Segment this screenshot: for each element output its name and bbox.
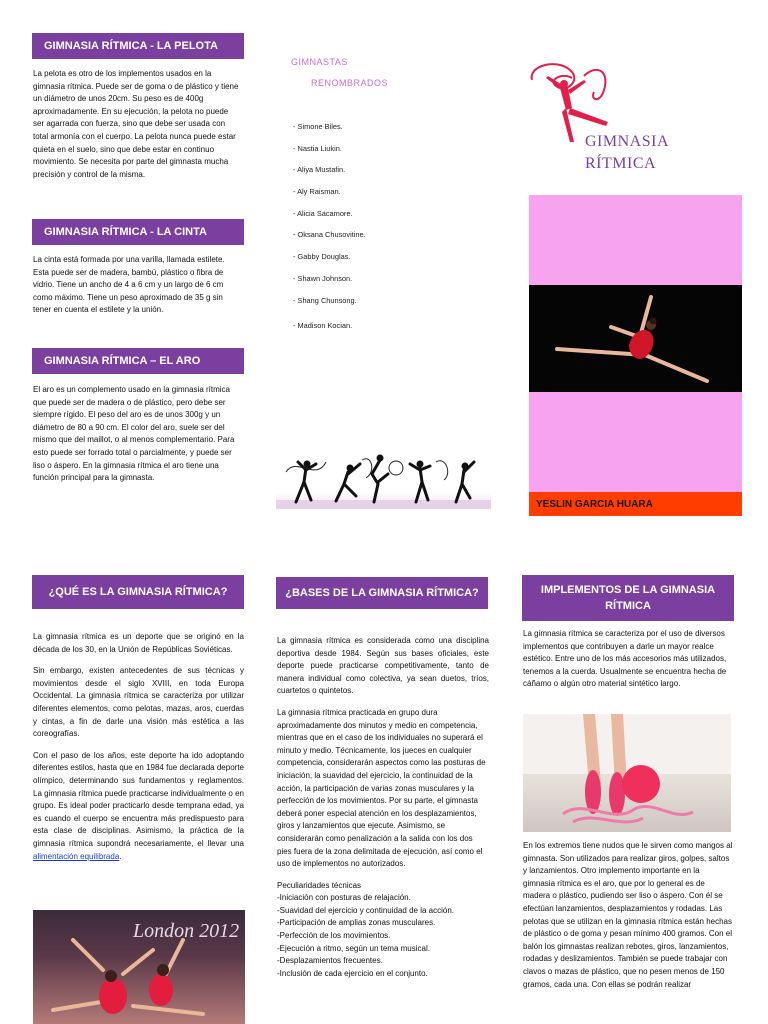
aro-title: GIMNASIA RÍTMICA – EL ARO — [44, 355, 201, 367]
bases-header — [276, 577, 488, 609]
cinta-paragraph: La cinta está formada por una varilla, llamada estilete. Esta puede ser de madera, bambú, plástico o fibra de vidrio. Tiene un ancho de 4 a 6 cm y un largo de 6 cm como máximo. Tiene un peso aproximado de 35 g sin tener en cuenta el estilete y la unión. — [33, 255, 225, 315]
bases-list-item: -Suavidad del ejercicio y continuidad de la acción. — [277, 905, 454, 915]
aro-text — [33, 384, 241, 494]
que-es-p3-end: . — [119, 851, 122, 861]
cover-pink-band-bottom — [529, 392, 742, 492]
implementos-text-top — [523, 628, 734, 700]
cover-author-bar — [529, 492, 742, 516]
que-es-text — [33, 631, 244, 872]
implementos-text-bottom — [523, 840, 733, 1000]
que-es-p1: La gimnasia rítmica es un deporte que se originó en la década de los 30, en la Unión de Repúblicas Soviéticas. — [33, 632, 244, 654]
gymnast-name: - Madison Kocian. — [293, 321, 353, 330]
bases-list-item: -Ejecución a ritmo, según un tema musical. — [277, 943, 430, 953]
que-es-p3-text: Con el paso de los años, este deporte ha ido adoptando diferentes estilos, hasta que en 1984 fue declarada deporte olímpico, determinando sus fundamentos y reglamentos. La gimnasia rítmica puede practicarse individualmente o en grupo. Es ideal poder practicarlo desde temprana edad, ya es cuando el cuerpo se encuentra más predispuesto para esta clase de disciplinas. Asimismo, la práctica de la gimnasia rítmica supondrá necesariamente, el llevar una — [33, 750, 244, 848]
que-es-header — [32, 575, 244, 609]
bases-p1: La gimnasia rítmica es considerada como una disciplina deportiva desde 1984. Según sus bases oficiales, este deporte puede practicarse competitivamente, tanto de manera individual como colectiva, ya sean duetos, tríos, cuartetos o quintetos. — [277, 636, 489, 696]
equipment-photo — [523, 714, 731, 832]
pelota-title: GIMNASIA RÍTMICA - LA PELOTA — [44, 40, 218, 52]
cover-logo-icon — [526, 60, 616, 142]
gymnast-name: - Simone Biles. — [293, 122, 343, 131]
aro-paragraph: El aro es un complemento usado en la gimnasia rítmica que puede ser de madera o de plástico, pero debe ser siempre rígido. El peso del aro es de unos 300g y un diámetro de 80 a 90 cm. El color del aro, suele ser del mismo que del maillot, o al menos complementario. Para esto puede ser forrado total o parcialmente, y puede ser liso o áspero. En la gimnasia rítmica el aro tiene una función principal para la gimnasta. — [33, 385, 235, 483]
cover-pink-band-top — [529, 195, 742, 285]
implementos-header — [522, 575, 734, 621]
bases-list-item: -Participación de amplias zonas musculares. — [277, 918, 436, 928]
bases-p2: La gimnasia rítmica practicada en grupo dura aproximadamente dos minutos y medio en competencia, mientras que en el caso de los individuales no superará el minuto y medio. Técnicamente, los jueces en cualquier competencia, considerarán aspectos como las posturas de iniciación, la suavidad del ejercicio, la continuidad de la acción, la participación de varias zonas musculares y la perfección de los movimientos. Por su parte, el gimnasta deberá poner especial atención en los desplazamientos, giros y lanzamientos que ejecute. Asimismo, se considerarán como penalización a la salida con los dos pies fuera de la zona delimitada de ejecución, así como el uso de implementos no autorizados. — [277, 707, 486, 869]
gymnast-silhouettes-image — [276, 452, 491, 509]
que-es-p2: Sin embargo, existen antecedentes de sus técnicas y movimientos desde el siglo XVIII, en toda Europa Occidental. La gimnasia rítmica se caracteriza por utilizar diferentes elementos, como pelotas, mazas, aros, cuerdas y cintas, a fin de darle una visión más estética a las coreografías. — [33, 666, 244, 739]
implementos-title: IMPLEMENTOS DE LA GIMNASIA RÍTMICA — [540, 584, 716, 612]
cover-gymnast-photo — [529, 285, 742, 392]
cover-title-line2: RÍTMICA — [585, 155, 657, 172]
aro-header — [32, 348, 244, 374]
cover-author: YESLIN GARCIA HUARA — [536, 498, 653, 510]
london-2012-photo — [33, 910, 245, 1024]
bases-list-item: -Perfección de los movimientos. — [277, 931, 391, 941]
gymnast-name: - Alicia Sacamore. — [293, 209, 353, 218]
cinta-text — [33, 254, 241, 326]
bases-list-item: -Desplazamientos frecuentes. — [277, 956, 383, 966]
implementos-p1: La gimnasia rítmica se caracteriza por el uso de diversos implementos que contribuyen a darle un mayor realce estético. Entre uno de los más accesorios más utilizados, tenemos a la cuerda. Usualmente se encuentra hecha de cáñamo o algún otro material sintético largo. — [523, 629, 727, 689]
cinta-title: GIMNASIA RÍTMICA - LA CINTA — [44, 226, 207, 238]
gymnast-name: - Aliya Mustafin. — [293, 165, 346, 174]
london-2012-text: London 2012 — [133, 920, 240, 942]
gymnasts-heading-line2: RENOMBRADOS — [311, 78, 389, 88]
que-es-p3 — [33, 750, 244, 863]
bases-text — [277, 635, 489, 980]
cinta-header — [32, 219, 244, 245]
cover-title-line1: GIMNASIA — [585, 133, 669, 150]
gymnast-name: - Shang Chunsong. — [293, 296, 357, 305]
gymnast-name: - Gabby Douglas. — [293, 252, 351, 261]
gymnasts-heading-line1: GIMNASTAS — [291, 57, 348, 67]
pelota-text — [33, 68, 241, 190]
implementos-p2: En los extremos tiene nudos que le sirven como mangos al gimnasta. Son utilizados para realizar giros, golpes, saltos y lanzamientos. Otro implemento importante en la gimnasia rítmica es el aro, que por lo general es de madera o plástico, pudiendo ser liso o áspero. Con él se efectúan lanzamientos, desplazamientos y rodadas. Las pelotas que se utilizan en la gimnasia rítmica están hechas de plástico o de goma y pesan mínimo 400 gramos. Con el balón los gimnastas realizan rebotes, giros, lanzamientos, rodadas y deslizamientos. También se puede trabajar con clavos o mazas de plástico, que no pesen menos de 150 gramos, cada una. Con ellas se podrán realizar — [523, 841, 733, 989]
bases-title: ¿BASES DE LA GIMNASIA RÍTMICA? — [285, 587, 479, 599]
que-es-title: ¿QUÉ ES LA GIMNASIA RÍTMICA? — [48, 586, 228, 598]
pelota-header — [32, 33, 244, 59]
alimentacion-link[interactable]: alimentación equilibrada — [33, 851, 120, 861]
bases-list-title: Peculiaridades técnicas — [277, 880, 362, 890]
gymnast-name: - Nastia Liukin. — [293, 144, 342, 153]
gymnast-name: - Shawn Johnson. — [293, 274, 353, 283]
bases-list-item: -Iniciación con posturas de relajación. — [277, 893, 411, 903]
gymnast-name: - Oksana Chusovitine. — [293, 230, 366, 239]
bases-list-item: -Inclusión de cada ejercicio en el conjunto. — [277, 968, 428, 978]
pelota-paragraph: La pelota es otro de los implementos usados en la gimnasia rítmica. Puede ser de goma o de plástico y tiene un diámetro de unos 20cm. Su peso es de 400g aproximadamente. En su ejecución, la pelota no puede ser agarrada con fuerza, sino que debe ser usada con total armonía con el cuerpo. La pelota nunca puede estar quieta en el suelo, sino que debe estar en continuo movimiento. Se necesita por parte del gimnasta mucha precisión y control de la misma. — [33, 69, 239, 179]
gymnast-name: - Aly Raisman. — [293, 187, 341, 196]
